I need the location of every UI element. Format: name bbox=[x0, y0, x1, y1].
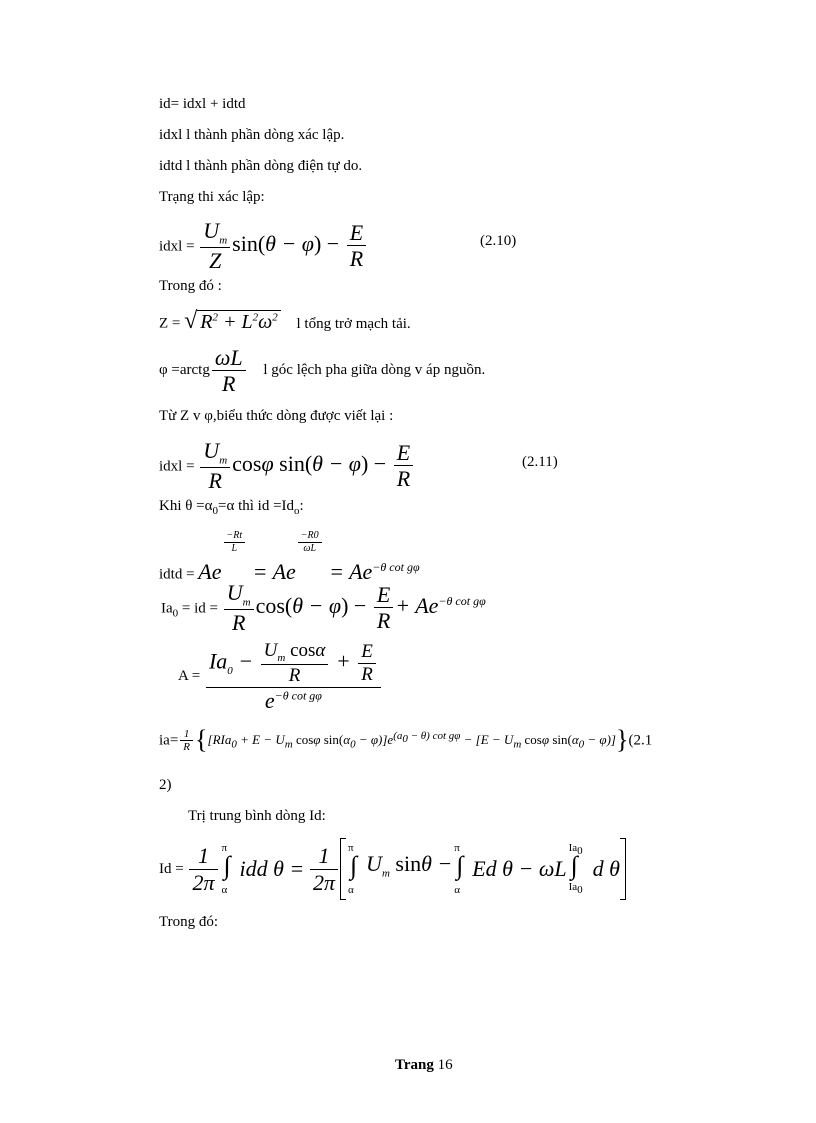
when-b: =α thì id =Id bbox=[218, 498, 295, 514]
a-frac: $Ia_0$ − $\frac{U_m \cos\alpha}{R}$ + $\frac{E}{R}$ $e^{-\theta cot g\varphi}$ bbox=[206, 640, 381, 714]
line-idtd-def: idtd l thành phần dòng điện tự do. bbox=[159, 158, 363, 174]
footer-label: Trang bbox=[395, 1057, 434, 1073]
line-rewrite: Từ Z v φ,biểu thức dòng được viết lại : bbox=[159, 408, 394, 424]
line-average: Trị trung bình dòng Id: bbox=[188, 808, 326, 824]
equation-2-11 bbox=[159, 438, 415, 493]
equation-impedance bbox=[159, 308, 411, 333]
line-where-2: Trong đó: bbox=[159, 914, 219, 930]
line-steady-state: Trạng thi xác lập: bbox=[159, 189, 265, 205]
line-idxl-def: idxl l thành phần dòng xác lập. bbox=[159, 127, 345, 143]
page-footer bbox=[395, 1057, 453, 1074]
bracket-right bbox=[620, 838, 626, 900]
eq211-lhs: idxl = bbox=[159, 458, 195, 475]
integral-1: π ∫ α bbox=[221, 842, 231, 896]
z-sqrt: √ $R^2 + L^2\omega^2$ bbox=[184, 311, 281, 333]
equation-a bbox=[178, 640, 383, 714]
a-lhs: A = bbox=[178, 668, 201, 685]
when-c: : bbox=[299, 498, 304, 514]
ia-tag: (2.1 bbox=[628, 732, 653, 749]
ia0-lhs2: = id = bbox=[178, 600, 218, 617]
eq210-body: $\frac{U_m}{Z}$ sin(θ − φ) − $\frac{E}{R}$ bbox=[198, 231, 368, 256]
when-a: Khi θ =α bbox=[159, 498, 213, 514]
phi-lhs: φ =arctg bbox=[159, 362, 210, 379]
eq211-tag: (2.11) bbox=[522, 454, 558, 470]
z-desc: l tổng trở mạch tải. bbox=[296, 315, 411, 332]
idtd-body: Ae $\frac{-Rt}{L}$ = Ae $\frac{-R0}{\omega L}$ = $Ae^{-\theta cot g\varphi}$ bbox=[198, 530, 420, 584]
equation-2-10 bbox=[159, 218, 368, 273]
equation-id-average: Id = $\frac{1}{2\pi}$ π ∫ α idd θ = $\frac{1}{2\pi}$ π ∫ α $U_m$ sinθ − π ∫ α Ed θ − ωL $Ia_0$ ∫ $Ia_0$ d θ bbox=[159, 838, 626, 902]
idtd-lhs: idtd = bbox=[159, 566, 195, 583]
equation-phi bbox=[159, 345, 485, 397]
id-lhs: Id = bbox=[159, 861, 184, 877]
ia0-lhs: Ia bbox=[161, 600, 173, 617]
phi-frac: $\frac{\omega L}{R}$ bbox=[212, 345, 246, 397]
eq210-lhs: idxl = bbox=[159, 238, 195, 255]
eq211-body: $\frac{U_m}{R}$ cosφ sin(θ − φ) − $\frac{E}{R}$ bbox=[198, 451, 415, 476]
equation-ia: ia= $\frac{1}{R}$ {[$RIa_0 + E - U_m$ cosφ $\sin(\alpha_0 - \varphi)]e^{(a_0 - \theta) cot g\varphi} - [E - U_m$ cosφ $\sin(\alpha_0 - \varphi)]\}(2.1$ bbox=[159, 725, 653, 755]
ia-lhs: ia= bbox=[159, 732, 179, 749]
phi-desc: l góc lệch pha giữa dòng v áp nguồn. bbox=[263, 362, 486, 379]
ia0-body: $\frac{U_m}{R}$ cos(θ − φ) − $\frac{E}{R}$ + $Ae^{-\theta cot g\varphi}$ bbox=[222, 593, 486, 618]
z-lhs: Z = bbox=[159, 315, 181, 332]
line-id-sum: id= idxl + idtd bbox=[159, 96, 246, 112]
equation-ia0: $Ia_0$ = id = $\frac{U_m}{R}$ cos(θ − φ) − $\frac{E}{R}$ + $Ae^{-\theta cot g\varphi}$ bbox=[161, 580, 486, 636]
page-number: 16 bbox=[437, 1057, 453, 1073]
line-when: Khi $\theta =\alpha_0=\alpha$ thì id $=Id_o$: bbox=[159, 498, 304, 517]
line-where: Trong đó : bbox=[159, 278, 222, 294]
ia-body: {[$RIa_0 + E - U_m$ cosφ $\sin(\alpha_0 - \varphi)]e^{(a_0 - \theta) cot g\varphi} - [E - U_m$ cosφ $\sin(\alpha_0 - \varphi)$]} bbox=[195, 725, 629, 755]
ia-tag-cont: 2) bbox=[159, 777, 172, 793]
eq210-tag: (2.10) bbox=[480, 233, 517, 249]
equation-idtd bbox=[159, 530, 420, 584]
